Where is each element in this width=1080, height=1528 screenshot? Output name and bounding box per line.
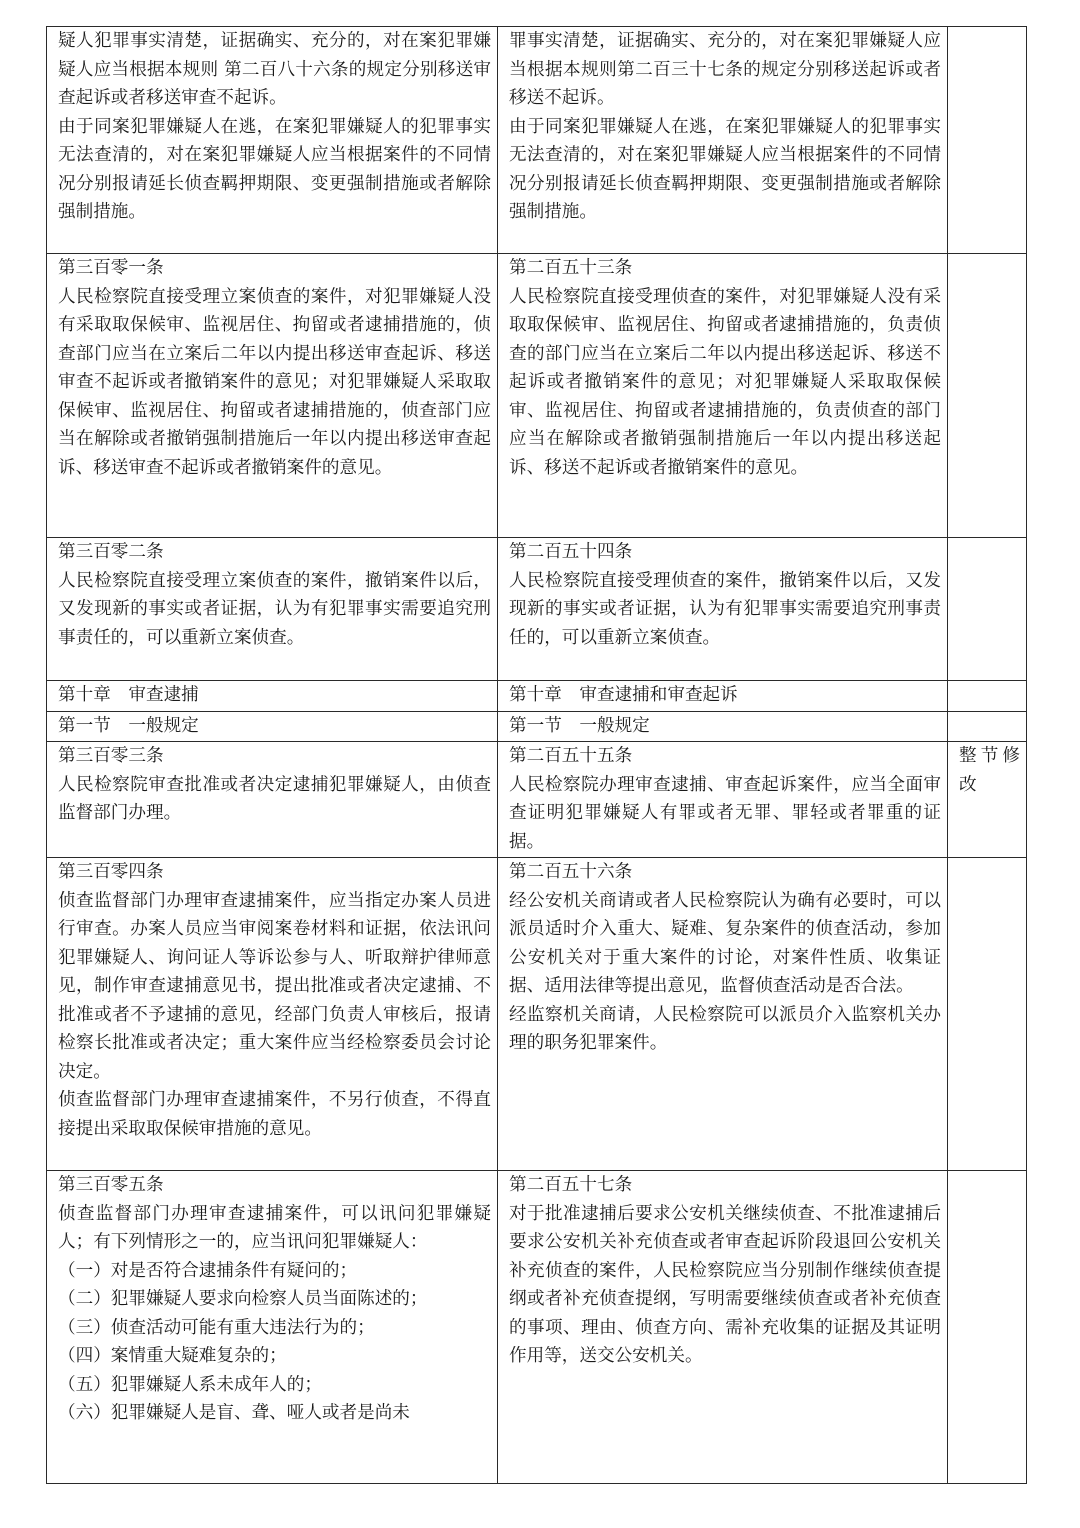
old-provision-cell <box>47 858 498 1171</box>
new-text: 经公安机关商请或者人民检察院认为确有必要时，可以派员适时介入重大、疑难、复杂案件的侦查活动，参加公安机关对于重大案件的讨论，对案件性质、收集证据、适用法律等提出意见，监督侦查活动是否合法。 <box>509 890 941 996</box>
old-provision-cell <box>47 742 498 858</box>
new-text: 对于批准逮捕后要求公安机关继续侦查、不批准逮捕后要求公安机关补充侦查或者审查起诉阶段退回公安机关补充侦查的案件，人民检察院应当分别制作继续侦查提纲或者补充侦查提纲，写明需要继续侦查或者补充侦查的事项、理由、侦查方向、需补充收集的证据及其证明作用等，送交公安机关。 <box>509 1203 941 1366</box>
old-chapter-cell <box>47 681 498 712</box>
new-text: 人民检察院直接受理侦查的案件，对犯罪嫌疑人没有采取取保候审、监视居住、拘留或者逮捕措施的，负责侦查的部门应当在立案后二年以内提出移送起诉、移送不起诉或者撤销案件的意见；对犯罪嫌疑人采取取保候审、监视居住、拘留或者逮捕措施的，负责侦查的部门应当在解除或者撤销强制措施后一年以内提出移送起诉、移送不起诉或者撤销案件的意见。 <box>509 286 941 478</box>
table-row <box>47 254 1027 538</box>
old-provision-cell <box>47 27 498 254</box>
new-text: 由于同案犯罪嫌疑人在逃，在案犯罪嫌疑人的犯罪事实无法查清的，对在案犯罪嫌疑人应当根据案件的不同情况分别报请延长侦查羁押期限、变更强制措施或者解除强制措施。 <box>509 116 941 222</box>
new-text: 经监察机关商请，人民检察院可以派员介入监察机关办理的职务犯罪案件。 <box>509 1004 941 1053</box>
old-provision-cell <box>47 538 498 681</box>
list-item: （六）犯罪嫌疑人是盲、聋、哑人或者是尚未 <box>58 1403 410 1423</box>
note-cell <box>948 711 1027 742</box>
table-row <box>47 858 1027 1171</box>
new-article-title: 第二百五十七条 <box>509 1175 633 1195</box>
old-text: 侦查监督部门办理审查逮捕案件，可以讯问犯罪嫌疑人；有下列情形之一的，应当讯问犯罪嫌疑人： <box>58 1203 491 1252</box>
old-provision-cell <box>47 1171 498 1484</box>
new-provision-cell <box>498 254 948 538</box>
list-item: （二）犯罪嫌疑人要求向检察人员当面陈述的； <box>58 1289 428 1309</box>
new-provision-cell <box>498 27 948 254</box>
old-section-heading: 第一节 一般规定 <box>58 715 199 736</box>
new-article-title: 第二百五十五条 <box>509 746 633 766</box>
new-text: 人民检察院直接受理侦查的案件，撤销案件以后，又发现新的事实或者证据，认为有犯罪事实需要追究刑事责任的，可以重新立案侦查。 <box>509 570 941 648</box>
old-text: 由于同案犯罪嫌疑人在逃，在案犯罪嫌疑人的犯罪事实无法查清的，对在案犯罪嫌疑人应当根据案件的不同情况分别报请延长侦查羁押期限、变更强制措施或者解除强制措施。 <box>58 116 491 222</box>
table-row <box>47 538 1027 681</box>
new-section-heading: 第一节 一般规定 <box>509 715 650 736</box>
list-item: （四）案情重大疑难复杂的； <box>58 1346 287 1366</box>
new-article-title: 第二百五十六条 <box>509 862 633 882</box>
table-row <box>47 742 1027 858</box>
old-text: 人民检察院审查批准或者决定逮捕犯罪嫌疑人，由侦查监督部门办理。 <box>58 774 491 823</box>
old-text: 侦查监督部门办理审查逮捕案件，应当指定办案人员进行审查。办案人员应当审阅案卷材料和证据，依法讯问犯罪嫌疑人、询问证人等诉讼参与人、听取辩护律师意见，制作审查逮捕意见书，提出批准或者决定逮捕、不批准或者不予逮捕的意见，经部门负责人审核后，报请检察长批准或者决定；重大案件应当经检察委员会讨论决定。 <box>58 890 491 1082</box>
old-article-title: 第三百零四条 <box>58 862 164 882</box>
comparison-table <box>46 26 1027 1484</box>
new-text: 人民检察院办理审查逮捕、审查起诉案件，应当全面审查证明犯罪嫌疑人有罪或者无罪、罪轻或者罪重的证据。 <box>509 774 941 852</box>
list-item: （一）对是否符合逮捕条件有疑问的； <box>58 1260 358 1281</box>
list-item: （三）侦查活动可能有重大违法行为的； <box>58 1317 375 1338</box>
section-row <box>47 711 1027 742</box>
old-article-title: 第三百零二条 <box>58 542 164 562</box>
new-text: 罪事实清楚，证据确实、充分的，对在案犯罪嫌疑人应当根据本规则第二百三十七条的规定分别移送起诉或者移送不起诉。 <box>509 31 941 108</box>
old-text: 疑人犯罪事实清楚，证据确实、充分的，对在案犯罪嫌疑人应当根据本规则 第二百八十六条的规定分别移送审查起诉或者移送审查不起诉。 <box>58 31 491 108</box>
table-row <box>47 27 1027 254</box>
old-text: 侦查监督部门办理审查逮捕案件，不另行侦查，不得直接提出采取取保候审措施的意见。 <box>58 1090 491 1139</box>
new-section-cell <box>498 711 948 742</box>
old-article-title: 第三百零一条 <box>58 258 164 278</box>
note-cell <box>948 27 1027 254</box>
note-text: 整节修改 <box>959 746 1020 795</box>
table-row <box>47 1171 1027 1484</box>
old-text: 人民检察院直接受理立案侦查的案件，对犯罪嫌疑人没有采取取保候审、监视居住、拘留或者逮捕措施的，侦查部门应当在立案后二年以内提出移送审查起诉、移送审查不起诉或者撤销案件的意见；对犯罪嫌疑人采取取保候审、监视居住、拘留或者逮捕措施的，侦查部门应当在解除或者撤销强制措施后一年以内提出移送审查起诉、移送审查不起诉或者撤销案件的意见。 <box>58 286 491 478</box>
note-cell <box>948 1171 1027 1484</box>
note-cell <box>948 681 1027 712</box>
note-cell <box>948 254 1027 538</box>
new-article-title: 第二百五十四条 <box>509 542 633 562</box>
new-provision-cell <box>498 742 948 858</box>
old-article-title: 第三百零五条 <box>58 1175 164 1195</box>
new-chapter-cell <box>498 681 948 712</box>
note-cell <box>948 858 1027 1171</box>
chapter-row <box>47 681 1027 712</box>
old-section-cell <box>47 711 498 742</box>
note-cell <box>948 538 1027 681</box>
old-text: 人民检察院直接受理立案侦查的案件，撤销案件以后，又发现新的事实或者证据，认为有犯罪事实需要追究刑事责任的，可以重新立案侦查。 <box>58 570 491 648</box>
new-article-title: 第二百五十三条 <box>509 258 633 278</box>
new-provision-cell <box>498 1171 948 1484</box>
old-chapter-heading: 第十章 审查逮捕 <box>58 685 199 705</box>
new-provision-cell <box>498 858 948 1171</box>
note-cell <box>948 742 1027 858</box>
new-chapter-heading: 第十章 审查逮捕和审查起诉 <box>509 685 738 705</box>
list-item: （五）犯罪嫌疑人系未成年人的； <box>58 1374 322 1395</box>
old-article-title: 第三百零三条 <box>58 746 164 766</box>
new-provision-cell <box>498 538 948 681</box>
old-provision-cell <box>47 254 498 538</box>
